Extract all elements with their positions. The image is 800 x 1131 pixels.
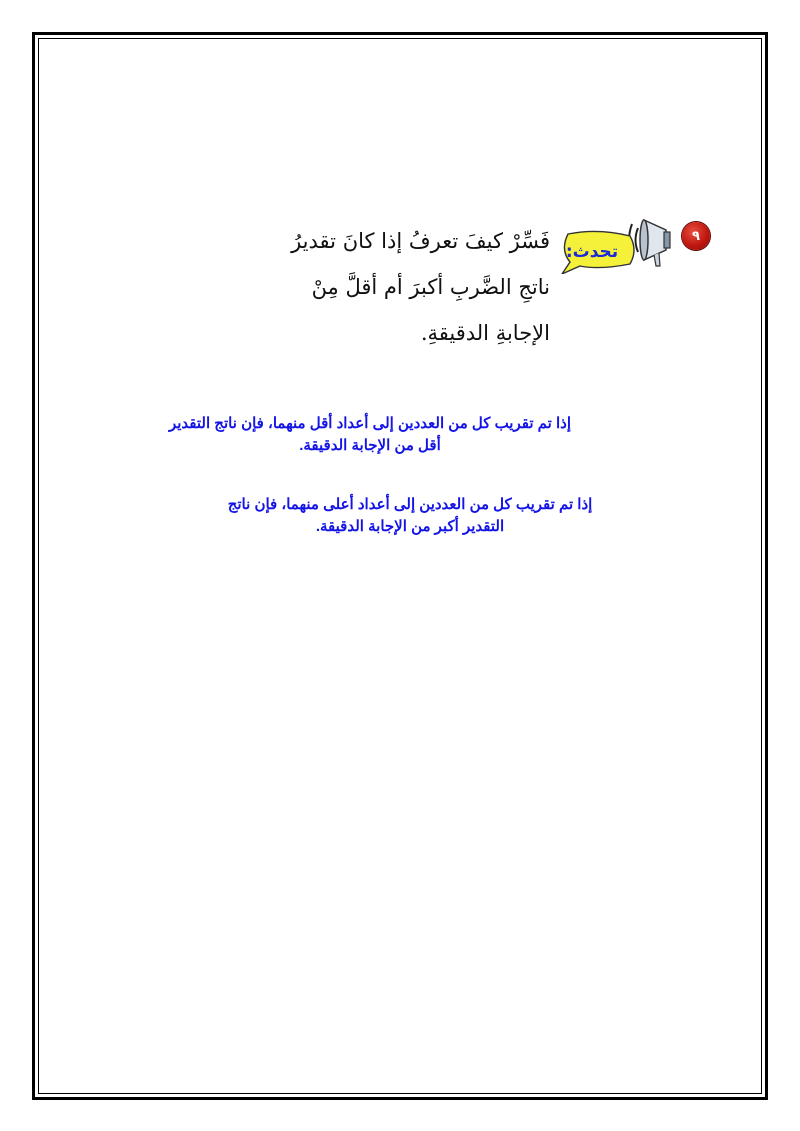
- speak-label: تحدث:: [565, 242, 619, 262]
- answer-2-line-1: إذا تم تقريب كل من العددين إلى أعداد أعلى منهما، فإن ناتج: [227, 496, 593, 513]
- answer-1-line-2: أقل من الإجابة الدقيقة.: [299, 437, 441, 454]
- question-number-badge: ٩: [682, 222, 710, 250]
- question-text: [250, 218, 550, 356]
- answer-1-line-1: إذا تم تقريب كل من العددين إلى أعداد أقل منهما، فإن ناتج التقدير: [168, 415, 572, 432]
- page-border-inner: [38, 38, 762, 1094]
- answer-paragraph-2: [150, 494, 670, 538]
- question-line-3: الإجابةِ الدقيقةِ.: [420, 321, 550, 345]
- question-block: [250, 210, 710, 360]
- answer-2-line-2: التقدير أكبر من الإجابة الدقيقة.: [315, 518, 505, 535]
- question-line-2: ناتجِ الضَّربِ أكبرَ أم أقلَّ مِنْ: [311, 275, 550, 299]
- question-line-1: فَسِّرْ كيفَ تعرفُ إذا كانَ تقديرُ: [291, 229, 550, 253]
- answer-paragraph-1: [110, 413, 630, 457]
